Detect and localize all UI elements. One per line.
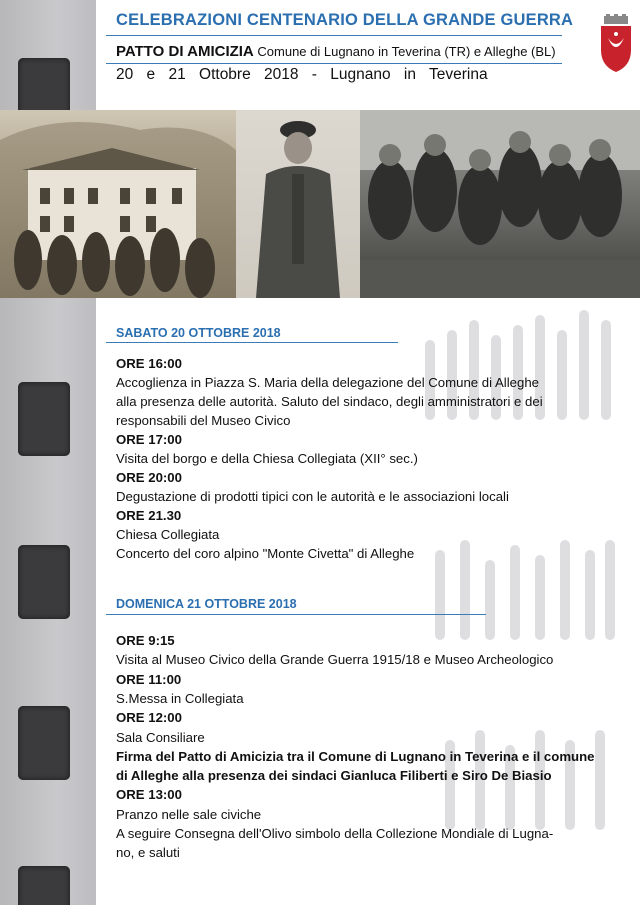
schedule-line: Pranzo nelle sale civiche [116, 806, 262, 822]
divider [106, 342, 398, 343]
pact-label: PATTO DI AMICIZIA [116, 43, 254, 60]
schedule-time: ORE 17:00 [116, 432, 182, 447]
dates-place: 20 e 21 Ottobre 2018 - Lugnano in Teverina [116, 66, 488, 83]
schedule-line: Visita al Museo Civico della Grande Guerra 1915/18 e Museo Archeologico [116, 652, 554, 668]
divider [106, 63, 562, 64]
film-hole [18, 545, 70, 619]
schedule-time: ORE 11:00 [116, 671, 182, 687]
historical-photos [0, 110, 640, 298]
poster-title: CELEBRAZIONI CENTENARIO DELLA GRANDE GUERRA [116, 11, 574, 29]
schedule-line: Visita del borgo e della Chiesa Collegiata (XII° sec.) [116, 451, 418, 466]
divider [106, 35, 562, 36]
faded-document-graphic [405, 300, 640, 905]
schedule-time: ORE 12:00 [116, 710, 182, 726]
schedule-line: no, e saluti [116, 845, 180, 861]
schedule-line: Sala Consiliare [116, 729, 205, 745]
schedule-line: di Alleghe alla presenza dei sindaci Gianluca Filiberti e Siro De Biasio [116, 768, 552, 784]
film-hole [18, 706, 70, 780]
schedule-time: ORE 20:00 [116, 470, 182, 485]
sunday-heading: DOMENICA 21 OTTOBRE 2018 [116, 597, 297, 611]
municipal-crest-icon [598, 14, 634, 74]
photo-soldiers-group [360, 110, 640, 298]
film-hole [18, 382, 70, 456]
schedule-time: ORE 13:00 [116, 787, 182, 803]
photo-officer-portrait [236, 110, 360, 298]
schedule-line: Degustazione di prodotti tipici con le autorità e le associazioni locali [116, 489, 509, 504]
schedule-line: Concerto del coro alpino "Monte Civetta" di Alleghe [116, 546, 415, 561]
pact-parties: Comune di Lugnano in Teverina (TR) e Alleghe (BL) [257, 44, 556, 59]
film-hole [18, 866, 70, 905]
saturday-heading: SABATO 20 OTTOBRE 2018 [116, 326, 281, 340]
schedule-time: ORE 16:00 [116, 356, 182, 371]
schedule-time: ORE 21.30 [116, 508, 182, 523]
schedule-line: S.Messa in Collegiata [116, 690, 244, 706]
schedule-line: Firma del Patto di Amicizia tra il Comune di Lugnano in Teverina e il comune [116, 748, 595, 764]
schedule-line: A seguire Consegna dell'Olivo simbolo della Collezione Mondiale di Lugna- [116, 826, 554, 841]
schedule-time: ORE 9:15 [116, 633, 175, 648]
schedule-line: responsabili del Museo Civico [116, 413, 291, 428]
pact-line [116, 43, 556, 60]
divider [106, 614, 486, 615]
schedule-line: alla presenza delle autorità. Saluto del sindaco, degli amministratori e dei [116, 394, 543, 409]
schedule-line: Chiesa Collegiata [116, 527, 220, 542]
photo-hotel-soldiers [0, 110, 236, 298]
schedule-line: Accoglienza in Piazza S. Maria della delegazione del Comune di Alleghe [116, 375, 539, 390]
